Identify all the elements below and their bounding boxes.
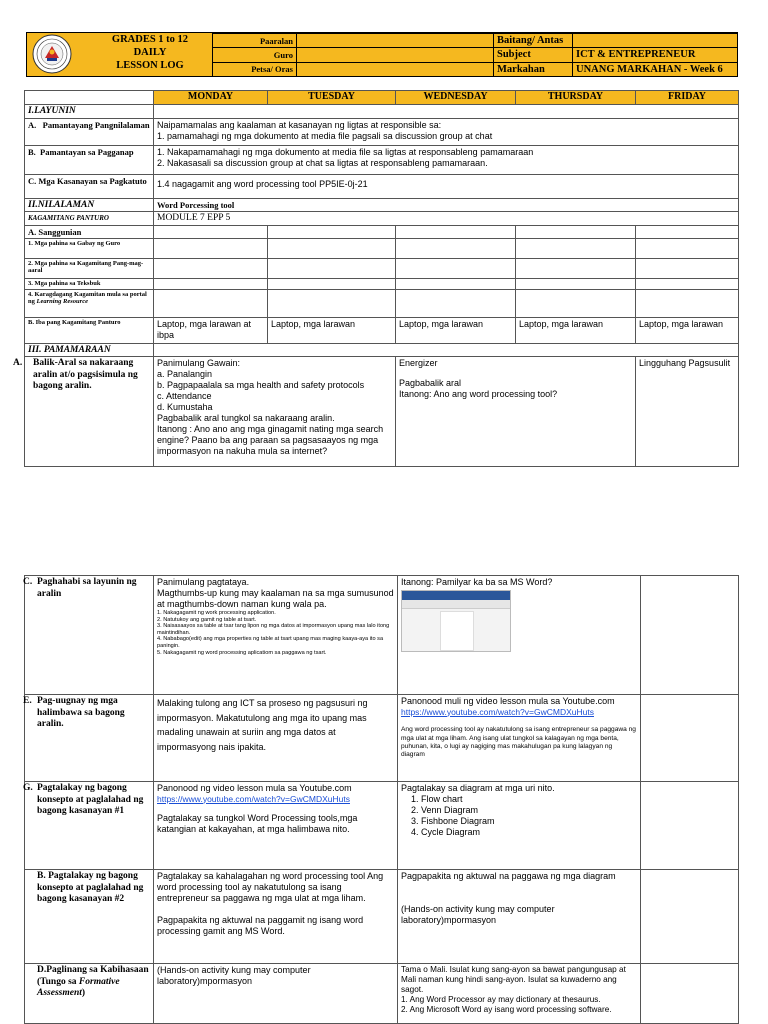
paglinang-wednesday: Tama o Mali. Isulat kung sang-ayon sa bawat pangungusap at Mali naman kung hindi sang-ayon. Isulat sa kuwaderno ang sagot. 1. Ang Word Processor ay may dictionary at thesaurus. 2. Ang Microsoft Word ay isang word processing software. (398, 964, 641, 1024)
balik-aral-monday: Panimulang Gawain: a. Panalangin b. Pagpapaalala sa mga health and safety protocols c. Attendance d. Kumustaha Pagbabalik aral tungkol sa nakaraang aralin. Itanong : Ano ano ang mga ginagamit nating mga search engine? Paano ba ang paraan sa pagsasaayos ng mga impormasyon na nakuha mula sa internet? (154, 357, 396, 467)
header-info-grid (212, 33, 738, 77)
row-label-kasanayan-sa-pagkatuto: C. Mga Kasanayan sa Pagkatuto (25, 174, 154, 198)
iba-pang-kagamitan-friday: Laptop, mga larawan (636, 317, 739, 343)
date-time-label: Petsa/ Oras (213, 62, 297, 76)
ms-word-screenshot (401, 590, 511, 652)
pagtalakay-1-monday: Panonood ng video lesson mula sa Youtube.com https://www.youtube.com/watch?v=GwCMDXuHuts Pagtalakay sa tungkol Word Processing tools,mga katangian at kakayahan, at mga halimbawa nito. (154, 782, 398, 870)
list-item: 1. Flow chart (421, 794, 637, 805)
iba-pang-kagamitan-tuesday: Laptop, mga larawan (268, 317, 396, 343)
balik-aral-wednesday: Energizer Pagbabalik aral Itanong: Ano ang word processing tool? (396, 357, 636, 467)
content-kagamitang-panturo: MODULE 7 EPP 5 (154, 212, 739, 226)
content-kasanayan-sa-pagkatuto: 1.4 nagagamit ang word processing tool PP5IE-0j-21 (154, 174, 739, 198)
subject-label: Subject (494, 48, 573, 62)
day-header-thursday: THURSDAY (516, 91, 636, 105)
school-value (297, 34, 494, 48)
grade-level-label: Baitang/ Antas (494, 34, 573, 48)
iba-pang-kagamitan-wednesday: Laptop, mga larawan (396, 317, 516, 343)
row-label-sanggunian: A. Sanggunian (25, 225, 154, 238)
row-label-paghahabi: C. Paghahabi sa layunin ng aralin (25, 576, 154, 695)
row-label-paglinang: D.Paglinang sa Kabihasaan (Tungo sa Formative Assessment) (25, 964, 154, 1024)
day-header-wednesday: WEDNESDAY (396, 91, 516, 105)
pagtalakay-2-monday: Pagtalakay sa kahalagahan ng word processing tool Ang word processing tool ay nakatutulong sa isang entrepreneur sa paggawa ng mga ulat at mga liham. Pagpapakita ng aktuwal na paggamit ng isang word processing gamit ang MS Word. (154, 870, 398, 964)
pagtalakay-2-wednesday: Pagpapakita ng aktuwal na paggawa ng mga diagram (Hands-on activity kung may computer laboratory)mpormasyon (398, 870, 641, 964)
row-label-pamantayang-pangnilalaman: A. Pamantayang Pangnilalaman (25, 118, 154, 145)
section-kagamitang-panturo: KAGAMITANG PANTURO (25, 212, 154, 226)
youtube-link[interactable]: https://www.youtube.com/watch?v=GwCMDXuHuts (157, 793, 350, 804)
header-bar (26, 32, 738, 77)
lesson-log-table-2 (24, 575, 739, 1024)
row-label-pamantayan-sa-pagganap: B. Pamantayan sa Pagganap (25, 145, 154, 174)
section-pamamaraan: III. PAMAMARAAN (25, 343, 154, 357)
row-label-balik-aral: A. Balik-Aral sa nakaraang aralin at/o pagsisimula ng bagong aralin. (25, 357, 154, 467)
school-label: Paaralan (213, 34, 297, 48)
grade-level-value (573, 34, 738, 48)
quarter-label: Markahan (494, 62, 573, 76)
document-title: GRADES 1 to 12 DAILY LESSON LOG (111, 34, 189, 71)
row-label-learning-resource: 4. Karagdagang Kagamitan mula sa portal ng Learning Resource (25, 289, 154, 317)
list-item: 4. Cycle Diagram (421, 827, 637, 838)
day-header-tuesday: TUESDAY (268, 91, 396, 105)
iba-pang-kagamitan-monday: Laptop, mga larawan at ibpa (154, 317, 268, 343)
row-label-teksbuk: 3. Mga pahina sa Teksbuk (25, 278, 154, 289)
content-pamantayan-sa-pagganap: 1. Nakapamamahagi ng mga dokumento at media file sa ligtas at responsableng pamamaraan 2. Nakasasali sa discussion group at chat sa ligtas at responsableng pamamaraan. (154, 145, 739, 174)
teacher-label: Guro (213, 48, 297, 62)
pagtalakay-1-wednesday: Pagtalakay sa diagram at mga uri nito. 1. Flow chart 2. Venn Diagram 3. Fishbone Diagram 4. Cycle Diagram (398, 782, 641, 870)
row-label-gabay-ng-guro: 1. Mga pahina sa Gabay ng Guro (25, 238, 154, 258)
day-header-monday: MONDAY (154, 91, 268, 105)
teacher-value (297, 48, 494, 62)
content-nilalaman: Word Porcessing tool (154, 198, 739, 212)
quarter-value: UNANG MARKAHAN - Week 6 (573, 62, 738, 76)
list-item: 3. Fishbone Diagram (421, 816, 637, 827)
date-time-value (297, 62, 494, 76)
balik-aral-friday: Lingguhang Pagsusulit (636, 357, 739, 467)
section-nilalaman: II.NILALAMAN (25, 198, 154, 212)
row-label-pagtalakay-1: G. Pagtalakay ng bagong konsepto at paglalahad ng bagong kasanayan #1 (25, 782, 154, 870)
row-label-iba-pang-kagamitan: B. Iba pang Kagamitang Panturo (25, 317, 154, 343)
section-layunin: I.LAYUNIN (25, 105, 154, 119)
content-pamantayang-pangnilalaman: Naipamamalas ang kaalaman at kasanayan ng ligtas at responsible sa: 1. pamamahagi ng mga dokumento at media file pagsali sa discussion group at chat (154, 118, 739, 145)
row-label-pag-uugnay: E. Pag-uugnay ng mga halimbawa sa bagong aralin. (25, 695, 154, 782)
day-header-friday: FRIDAY (636, 91, 739, 105)
list-item: 2. Venn Diagram (421, 805, 637, 816)
row-label-kagamitang-pang-mag-aaral: 2. Mga pahina sa Kagamitang Pang-mag-aaral (25, 258, 154, 278)
youtube-link[interactable]: https://www.youtube.com/watch?v=GwCMDXuHuts (401, 706, 594, 717)
row-label-pagtalakay-2: B. Pagtalakay ng bagong konsepto at paglalahad ng bagong kasanayan #2 (25, 870, 154, 964)
deped-seal-icon (32, 34, 72, 74)
lesson-log-table-1 (13, 90, 739, 467)
pag-uugnay-wednesday: Panonood muli ng video lesson mula sa Youtube.com https://www.youtube.com/watch?v=GwCMDXuHuts Ang word processing tool ay nakatutulong sa isang entrepreneur sa paggawa ng mga ulat at mga liham. Ang isang ulat tungkol sa kalagayan ng mga benta, puhunan, kita, o lugi ay nagiging mas makahulugan pa kung lalagyan ng diagram (398, 695, 641, 782)
paglinang-monday: (Hands-on activity kung may computer laboratory)mpormasyon (154, 964, 398, 1024)
paghahabi-monday: Panimulang pagtataya. Magthumbs-up kung may kaalaman na sa mga sumusunod at magthumbs-down naman kung wala pa. 1. Nakagagamit ng work processing application. 2. Natutukoy ang gamit ng table at tsart. 3. Naisasaayos sa table at tsar tang lipon ng mga datos at impormasyon upang mas lalo itong maintindihan. 4. Nababago(edit) ang mga properties ng table at tsart upang mas maging kaaya-aya ito sa paningin. 5. Nakagagamit ng word processing aplicatiom sa paggawa ng tsart. (154, 576, 398, 695)
iba-pang-kagamitan-thursday: Laptop, mga larawan (516, 317, 636, 343)
pag-uugnay-monday: Malaking tulong ang ICT sa proseso ng pagsusuri ng impormasyon. Makatutulong ang mga ito upang mas madaling unawain at suriin ang mga datos at impormasyong nais ipakita. (154, 695, 398, 782)
subject-value: ICT & ENTREPRENEUR (573, 48, 738, 62)
paghahabi-wednesday: Itanong: Pamilyar ka ba sa MS Word? (398, 576, 641, 695)
